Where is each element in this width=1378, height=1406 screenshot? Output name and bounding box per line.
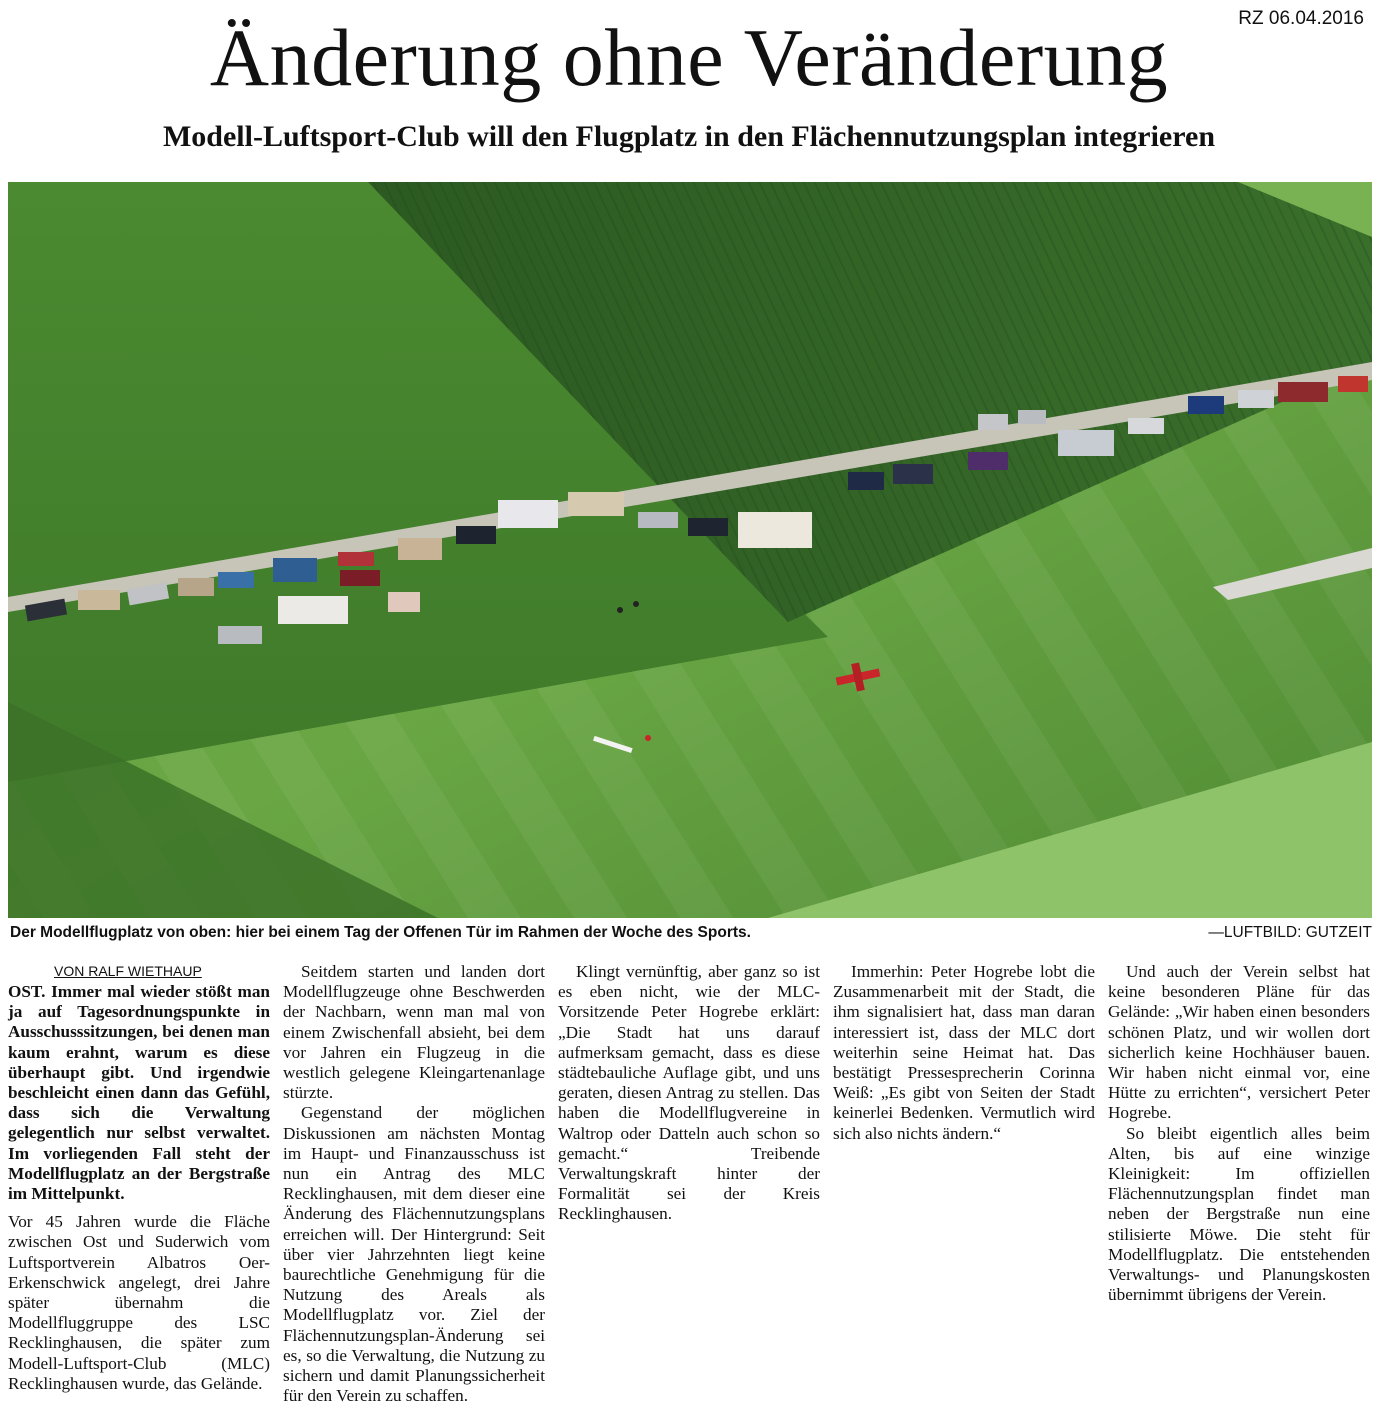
paragraph-7: So bleibt eigentlich alles beim Alten, bis auf eine winzige Kleinigkeit: Im offiziellen Flächennutzungsplan findet man neben der Bergstraße nun eine stilisierte Möwe. Die steht für Modellflugplatz. Die entstehenden Verwaltungs- und Planungskosten übernimmt übrigens der Verein. xyxy=(1108,1123,1370,1305)
article-column-2 xyxy=(283,962,545,1406)
article-column-1 xyxy=(8,962,270,1393)
byline: VON RALF WIETHAUP xyxy=(54,963,202,979)
article-body xyxy=(8,962,1370,1406)
paragraph-4: Klingt vernünftig, aber ganz so ist es eben nicht, wie der MLC-Vorsitzende Peter Hogrebe erklärt: „Die Stadt hat uns darauf aufmerksam gemacht, dass es diese städtebauliche Auflage gibt, und uns geraten, diesen Antrag zu stellen. Das haben die Modellflugvereine in Waltrop oder Datteln auch schon so gemacht.“ Treibende Verwaltungskraft hinter der Formalität sei der Kreis Recklinghausen. xyxy=(558,962,820,1224)
photo-credit: —LUFTBILD: GUTZEIT xyxy=(1208,924,1372,941)
paragraph-2: Seitdem starten und landen dort Modellflugzeuge ohne Beschwerden der Nachbarn, wenn man mal von einem Zwischenfall absieht, bei dem vor Jahren ein Flugzeug in die westlich gelegene Kleingartenanlage stürzte. xyxy=(283,962,545,1103)
paragraph-1: Vor 45 Jahren wurde die Fläche zwischen Ost und Suderwich vom Luftsportverein Albatros Oer-Erkenschwick angelegt, drei Jahre später übernahm die Modellfluggruppe des LSC Recklinghausen, die später zum Modell-Luftsport-Club (MLC) Recklinghausen wurde, das Gelände. xyxy=(8,1212,270,1393)
aerial-photo xyxy=(8,182,1372,918)
headline: Änderung ohne Veränderung xyxy=(209,12,1169,103)
paragraph-3: Gegenstand der möglichen Diskussionen am nächsten Montag im Haupt- und Finanzausschuss ist nun ein Antrag des MLC Recklinghausen, mit dem dieser eine Änderung des Flächennutzungsplans erreichen will. Der Hintergrund: Seit über vier Jahrzehnten liegt keine baurechtliche Genehmigung für die Nutzung des Areals als Modellflugplatz vor. Ziel der Flächennutzungsplan-Änderung sei es, so die Verwaltung, die Nutzung zu sichern und damit Planungssicherheit für den Verein zu schaffen. xyxy=(283,1103,545,1406)
subheadline: Modell-Luftsport-Club will den Flugplatz in den Flächennutzungsplan integrieren xyxy=(162,120,1216,153)
paragraph-6: Und auch der Verein selbst hat keine besonderen Pläne für das Gelände: „Wir haben einen besonders schönen Platz, und wir wollen dort sicherlich keine Hochhäuser bauen. Wir haben nicht einmal vor, eine Hütte zu errichten“, versichert Peter Hogrebe. xyxy=(1108,962,1370,1123)
lead-paragraph: OST. Immer mal wieder stößt man ja auf Tagesordnungspunkte in Ausschusssitzungen, bei denen man kaum erahnt, warum es diese überhaupt gibt. Und irgendwie beschleicht einen dann das Gefühl, dass sich die Verwaltung gelegentlich nur selbst verwaltet. Im vorliegenden Fall steht der Modellflugplatz an der Bergstraße im Mittelpunkt. xyxy=(8,982,270,1204)
photo-caption-bar xyxy=(10,924,1372,946)
article-column-3 xyxy=(558,962,820,1380)
paragraph-5: Immerhin: Peter Hogrebe lobt die Zusammenarbeit mit der Stadt, die ihm signalisiert hat, dass man daran interessiert ist, dass der MLC dort weiterhin seine Heimat hat. Das bestätigt Pressesprecherin Corinna Weiß: „Es gibt von Seiten der Stadt keinerlei Bedenken. Vermutlich wird sich also nichts ändern.“ xyxy=(833,962,1095,1143)
photo-caption: Der Modellflugplatz von oben: hier bei einem Tag der Offenen Tür im Rahmen der Woche des Sports. xyxy=(10,924,751,941)
article-column-4 xyxy=(833,962,1095,1380)
article-column-5 xyxy=(1108,962,1370,1380)
dateline: RZ 06.04.2016 xyxy=(1238,8,1364,29)
